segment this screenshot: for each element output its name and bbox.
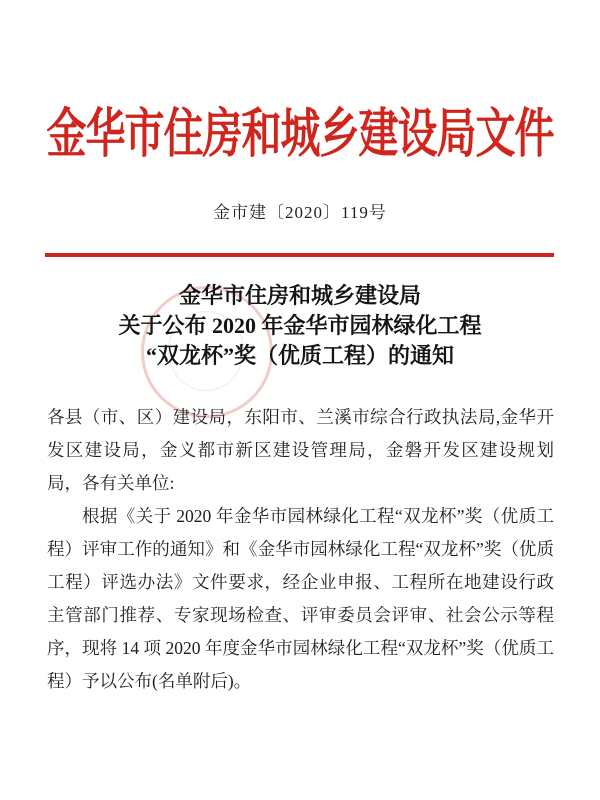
main-paragraph: 根据《关于 2020 年金华市园林绿化工程“双龙杯”奖（优质工程）评审工作的通知》和《金华市园林绿化工程“双龙杯”奖（优质工程）评选办法》文件要求，经企业申报、工程所在地建设行政主管部门推荐、专家现场检查、评审委员会评审、社会公示等程序，现将 14 项 2020 年度金华市园林绿化工程“双龙杯”奖（优质工程）予以公布(名单附后)。 [47, 506, 554, 691]
red-header-title: 金华市住房和城乡建设局文件 [46, 103, 554, 164]
salutation-paragraph: 各县（市、区）建设局，东阳市、兰溪市综合行政执法局,金华开发区建设局，金义都市新区建设管理局，金磐开发区建设规划局，各有关单位: [47, 407, 554, 493]
document-title-line-2: 关于公布 2020 年金华市园林绿化工程 [118, 313, 482, 338]
document-body [47, 401, 554, 698]
document-title-line-3: “双龙杯”奖（优质工程）的通知 [145, 343, 454, 368]
red-separator-line [45, 253, 554, 257]
document-title-line-1: 金华市住房和城乡建设局 [178, 283, 421, 308]
document-number: 金市建〔2020〕119号 [213, 203, 387, 222]
document-title [0, 281, 600, 371]
